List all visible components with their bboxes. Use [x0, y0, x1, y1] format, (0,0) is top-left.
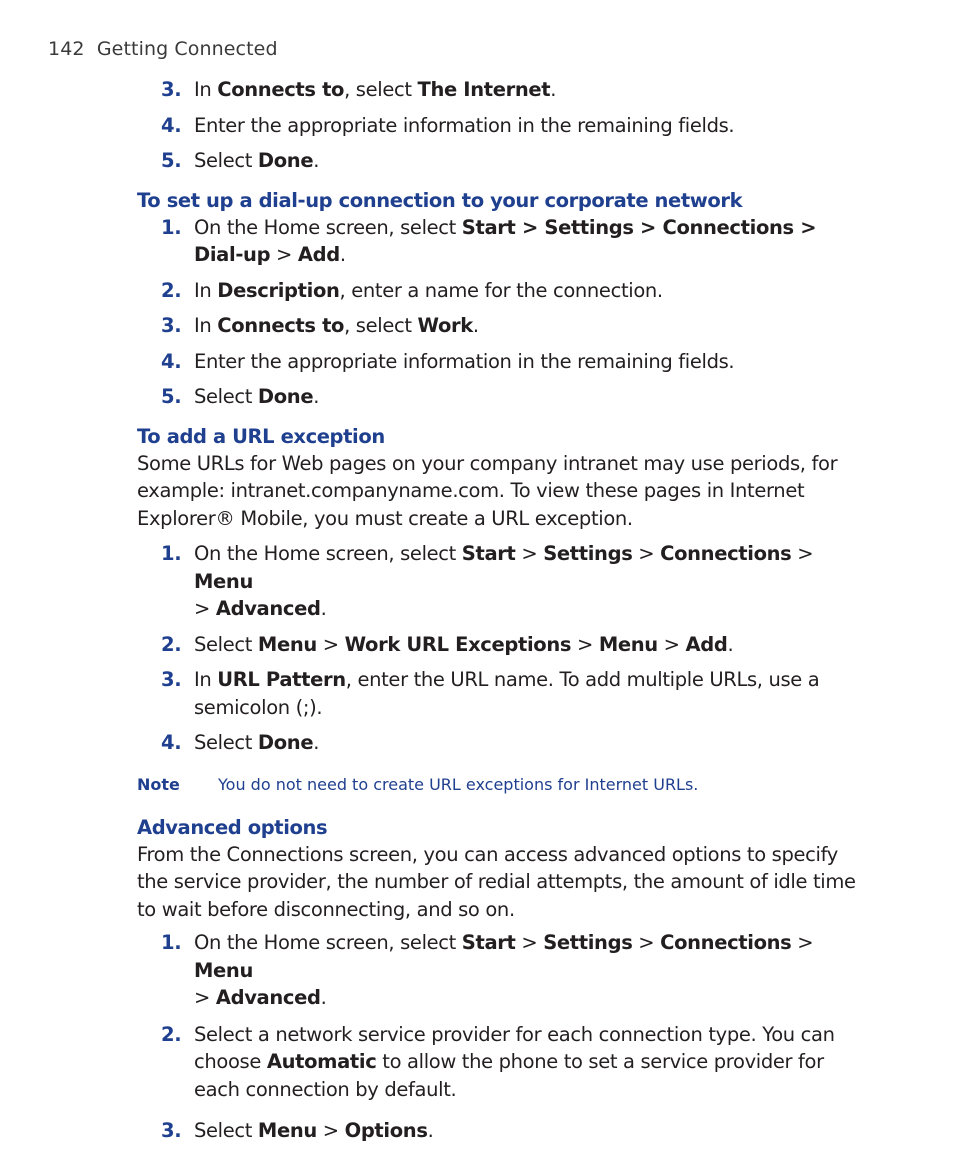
url-exception-steps: [137, 540, 857, 757]
advanced-section: [137, 815, 857, 1145]
step-text: , select: [344, 78, 418, 101]
list-item: [137, 729, 857, 757]
ui-term: Add: [685, 632, 728, 656]
step-text: .: [472, 314, 479, 337]
note-label: Note: [137, 774, 180, 794]
list-item: [137, 929, 857, 1012]
ui-term: Menu: [257, 632, 317, 656]
step-number: 1.: [161, 542, 182, 565]
ui-term: Done: [257, 731, 314, 754]
list-item: [137, 348, 857, 376]
step-number: 2.: [161, 632, 182, 656]
list-item: [137, 112, 857, 140]
step-text: .: [320, 986, 327, 1009]
step-text: >: [270, 243, 298, 266]
step-text: .: [339, 243, 346, 266]
step-text: Select: [194, 731, 258, 754]
step-number: 3.: [161, 78, 182, 101]
continued-section: [137, 76, 857, 175]
ui-term: URL Pattern: [217, 668, 346, 691]
ui-term: Advanced: [215, 986, 321, 1009]
ui-term: Menu: [257, 1119, 317, 1142]
ui-term: Menu: [194, 569, 253, 593]
step-number: 3.: [161, 1119, 182, 1142]
advanced-intro: From the Connections screen, you can access advanced options to specify the service provider, the number of redial attempts, the amount of idle time to wait before disconnecting, and so on.: [137, 842, 856, 921]
step-text: >: [194, 986, 210, 1009]
step-number: 4.: [161, 349, 182, 373]
list-item: [137, 312, 857, 340]
ui-term: Done: [257, 385, 314, 408]
step-text: .: [320, 597, 327, 620]
step-text: Enter the appropriate information in the remaining fields.: [194, 349, 735, 373]
step-text: Select a network service provider for each connection type. You can choose: [194, 1022, 835, 1073]
step-number: 5.: [161, 149, 182, 172]
ui-term: Settings: [543, 931, 633, 954]
ui-term: The Internet: [417, 78, 551, 101]
list-item: [137, 277, 857, 305]
url-exception-section: [137, 424, 857, 757]
note-box: [137, 774, 857, 796]
step-text: On the Home screen, select: [194, 931, 462, 954]
step-text: In: [194, 314, 218, 337]
step-text: Select: [194, 385, 258, 408]
list-item: [137, 147, 857, 175]
step-text: .: [313, 385, 320, 408]
step-text: , enter the URL name. To add multiple URLs, use a semicolon (;).: [194, 668, 820, 719]
url-exception-intro: Some URLs for Web pages on your company intranet may use periods, for example: intranet.companyname.com. To view these pages in Internet Explorer® Mobile, you must create a URL exception.: [137, 451, 838, 530]
step-text: In: [194, 78, 218, 101]
step-text: >: [791, 931, 814, 954]
step-number: 1.: [161, 931, 182, 954]
step-text: In: [194, 278, 218, 302]
page-content: [137, 76, 857, 1145]
ui-term: Start > Settings > Connections >: [461, 215, 817, 239]
advanced-heading: Advanced options: [137, 815, 328, 839]
ui-term: Work URL Exceptions: [344, 632, 572, 656]
step-text: >: [316, 1119, 345, 1142]
url-exception-heading: To add a URL exception: [137, 424, 385, 448]
step-number: 3.: [161, 668, 182, 691]
step-text: In: [194, 668, 218, 691]
step-text: .: [313, 149, 320, 172]
ui-term: Connects to: [217, 314, 345, 337]
list-item: [137, 1117, 857, 1145]
step-number: 4.: [161, 113, 182, 137]
dialup-section: [137, 188, 857, 411]
step-text: .: [550, 78, 557, 101]
step-number: 1.: [161, 215, 182, 239]
step-number: 5.: [161, 385, 182, 408]
step-text: >: [194, 597, 210, 620]
ui-term: Connections: [660, 931, 792, 954]
ui-term: Connects to: [217, 78, 345, 101]
ui-term: Description: [217, 278, 340, 302]
ui-term: Menu: [598, 632, 658, 656]
step-text: >: [657, 632, 686, 656]
dialup-steps: [137, 214, 857, 411]
step-number: 3.: [161, 314, 182, 337]
step-text: Select: [194, 149, 258, 172]
list-item: [137, 631, 857, 659]
list-item: [137, 540, 857, 623]
ui-term: Automatic: [266, 1050, 377, 1073]
step-text: >: [632, 931, 661, 954]
list-item: [137, 666, 857, 721]
note-text: You do not need to create URL exceptions for Internet URLs.: [218, 774, 699, 794]
advanced-steps: [137, 929, 857, 1145]
step-text: >: [632, 542, 661, 565]
list-item: [137, 76, 857, 104]
step-text: Enter the appropriate information in the remaining fields.: [194, 113, 735, 137]
page-number: 142: [48, 38, 85, 60]
step-text: .: [313, 731, 320, 754]
dialup-heading: To set up a dial-up connection to your corporate network: [137, 188, 743, 212]
list-item: [137, 214, 857, 269]
continued-steps: [137, 76, 857, 175]
ui-term: Advanced: [215, 597, 321, 620]
step-text: On the Home screen, select: [194, 542, 462, 565]
ui-term: Work: [417, 314, 473, 337]
step-number: 2.: [161, 1022, 182, 1046]
ui-term: Done: [257, 149, 314, 172]
step-text: >: [791, 542, 814, 565]
ui-term: Add: [297, 243, 340, 266]
ui-term: Dial-up: [194, 243, 271, 266]
step-text: >: [515, 542, 544, 565]
ui-term: Options: [344, 1119, 428, 1142]
step-number: 2.: [161, 278, 182, 302]
ui-term: Start: [461, 542, 516, 565]
list-item: [137, 383, 857, 411]
section-title: Getting Connected: [96, 38, 278, 60]
ui-term: Menu: [194, 958, 253, 982]
step-text: , enter a name for the connection.: [339, 278, 663, 302]
step-text: On the Home screen, select: [194, 215, 462, 239]
step-text: , select: [344, 314, 418, 337]
step-number: 4.: [161, 731, 182, 754]
step-text: .: [727, 632, 734, 656]
list-item: [137, 1021, 857, 1104]
step-text: >: [515, 931, 544, 954]
step-text: >: [316, 632, 345, 656]
ui-term: Settings: [543, 542, 633, 565]
step-text: Select: [194, 1119, 258, 1142]
step-text: .: [427, 1119, 434, 1142]
step-text: to allow the phone to set a service provider for each connection by default.: [194, 1050, 824, 1101]
step-text: Select: [194, 632, 258, 656]
step-text: >: [571, 632, 599, 656]
ui-term: Start: [461, 931, 516, 954]
ui-term: Connections: [660, 542, 792, 565]
page-header: [48, 38, 278, 60]
